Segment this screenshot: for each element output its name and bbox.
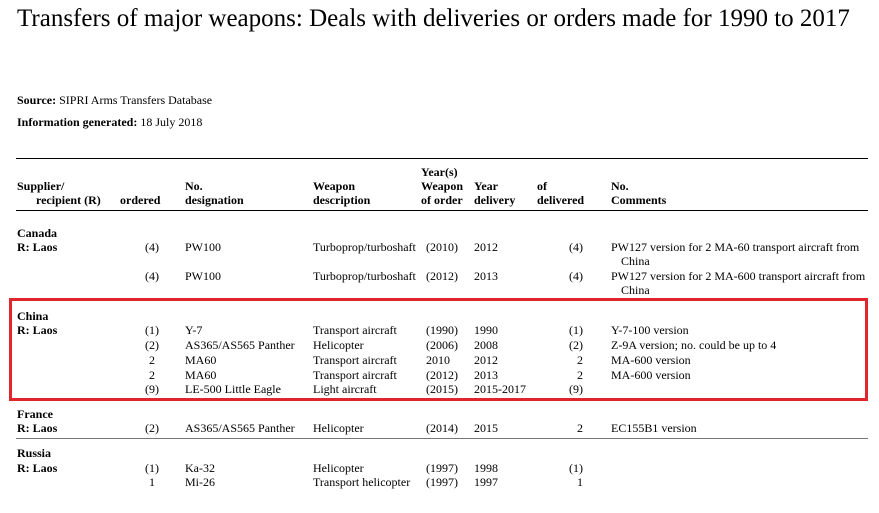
cell-delivered: 1 (577, 475, 583, 489)
cell-comment-cont: China (621, 283, 650, 297)
cell-order-year: 2010 (426, 353, 450, 367)
header-comments: Comments (611, 193, 667, 207)
cell-comment: Z-9A version; no. could be up to 4 (611, 338, 777, 352)
cell-description: Helicopter (313, 338, 364, 352)
header-no: No. (185, 179, 203, 193)
header-comments-no: No. (611, 179, 629, 193)
cell-description: Helicopter (313, 461, 364, 475)
cell-delivery: 2013 (474, 269, 498, 283)
cell-designation: MA60 (185, 353, 217, 367)
cell-designation: Ka-32 (185, 461, 215, 475)
table-top-rule (16, 158, 868, 159)
header-of-order: of order (421, 193, 463, 207)
header-recipient: recipient (R) (36, 193, 101, 207)
cell-delivered: 2 (577, 421, 583, 435)
header-designation: designation (185, 193, 244, 207)
cell-order-year: (2010) (426, 240, 458, 254)
cell-delivery: 1998 (474, 461, 498, 475)
cell-comment: PW127 version for 2 MA-600 transport aircraft from (611, 269, 866, 283)
supplier-name: Russia (17, 446, 52, 460)
header-weapon-year: Weapon (421, 179, 464, 193)
header-year-delivery: Year (474, 179, 498, 193)
cell-delivered: 2 (577, 353, 583, 367)
cell-delivered: 2 (577, 368, 583, 382)
cell-comment: EC155B1 version (611, 421, 697, 435)
cell-designation: AS365/AS565 Panther (185, 338, 295, 352)
cell-designation: Mi-26 (185, 475, 215, 489)
cell-order-year: (2006) (426, 338, 458, 352)
header-supplier: Supplier/ (17, 179, 65, 193)
header-of: of (537, 179, 547, 193)
cell-ordered: (1) (145, 461, 159, 475)
cell-order-year: (1997) (426, 461, 458, 475)
recipient-name: R: Laos (17, 240, 58, 254)
cell-designation: PW100 (185, 240, 221, 254)
generated-line (17, 115, 202, 129)
cell-delivered: (9) (569, 382, 583, 396)
header-rule (16, 210, 868, 211)
cell-description: Turboprop/turboshaft (313, 240, 416, 254)
cell-order-year: (2015) (426, 382, 458, 396)
cell-delivery: 2015 (474, 421, 498, 435)
cell-delivery: 1997 (474, 475, 498, 489)
cell-delivered: (1) (569, 461, 583, 475)
cell-comment-cont: China (621, 254, 650, 268)
cell-ordered: 1 (149, 475, 155, 489)
section-rule (16, 438, 868, 439)
header-delivered: delivered (537, 193, 585, 207)
cell-delivery: 2013 (474, 368, 498, 382)
cell-ordered: (4) (145, 240, 159, 254)
source-label: Source: (17, 93, 57, 107)
cell-comment: Y-7-100 version (611, 323, 689, 337)
cell-order-year: (1997) (426, 475, 458, 489)
cell-comment: MA-600 version (611, 368, 691, 382)
recipient-name: R: Laos (17, 461, 58, 475)
cell-ordered: (4) (145, 269, 159, 283)
cell-delivery: 2012 (474, 240, 498, 254)
cell-description: Transport helicopter (313, 475, 411, 489)
cell-ordered: 2 (149, 353, 155, 367)
cell-delivered: (4) (569, 269, 583, 283)
source-line (17, 93, 212, 107)
cell-ordered: (2) (145, 421, 159, 435)
cell-ordered: (1) (145, 323, 159, 337)
header-delivery: delivery (474, 193, 516, 207)
cell-designation: PW100 (185, 269, 221, 283)
cell-designation: AS365/AS565 Panther (185, 421, 295, 435)
cell-description: Transport aircraft (313, 368, 397, 382)
cell-ordered: 2 (149, 368, 155, 382)
cell-order-year: (1990) (426, 323, 458, 337)
cell-description: Light aircraft (313, 382, 377, 396)
cell-comment: PW127 version for 2 MA-60 transport aircraft from (611, 240, 860, 254)
cell-delivery: 2012 (474, 353, 498, 367)
cell-order-year: (2012) (426, 269, 458, 283)
recipient-name: R: Laos (17, 323, 58, 337)
recipient-name: R: Laos (17, 421, 58, 435)
header-description: description (313, 193, 371, 207)
supplier-name: France (17, 407, 53, 421)
cell-order-year: (2014) (426, 421, 458, 435)
cell-ordered: (9) (145, 382, 159, 396)
generated-value: 18 July 2018 (140, 115, 203, 129)
header-years: Year(s) (421, 165, 458, 179)
cell-ordered: (2) (145, 338, 159, 352)
cell-description: Transport aircraft (313, 353, 397, 367)
cell-designation: Y-7 (185, 323, 203, 337)
cell-delivered: (1) (569, 323, 583, 337)
cell-description: Turboprop/turboshaft (313, 269, 416, 283)
cell-comment: MA-600 version (611, 353, 691, 367)
supplier-name: Canada (17, 226, 58, 240)
cell-designation: MA60 (185, 368, 217, 382)
cell-delivery: 1990 (474, 323, 498, 337)
cell-delivered: (4) (569, 240, 583, 254)
generated-label: Information generated: (17, 115, 138, 129)
source-value: SIPRI Arms Transfers Database (59, 93, 213, 107)
section-rule (16, 299, 868, 300)
cell-order-year: (2012) (426, 368, 458, 382)
supplier-name: China (17, 309, 49, 323)
header-ordered: ordered (120, 193, 161, 207)
cell-delivered: (2) (569, 338, 583, 352)
cell-description: Helicopter (313, 421, 364, 435)
cell-description: Transport aircraft (313, 323, 397, 337)
cell-delivery: 2008 (474, 338, 498, 352)
cell-delivery: 2015-2017 (474, 382, 526, 396)
header-weapon: Weapon (313, 179, 356, 193)
cell-designation: LE-500 Little Eagle (185, 382, 281, 396)
page-title: Transfers of major weapons: Deals with deliveries or orders made for 1990 to 2017 (17, 5, 850, 32)
